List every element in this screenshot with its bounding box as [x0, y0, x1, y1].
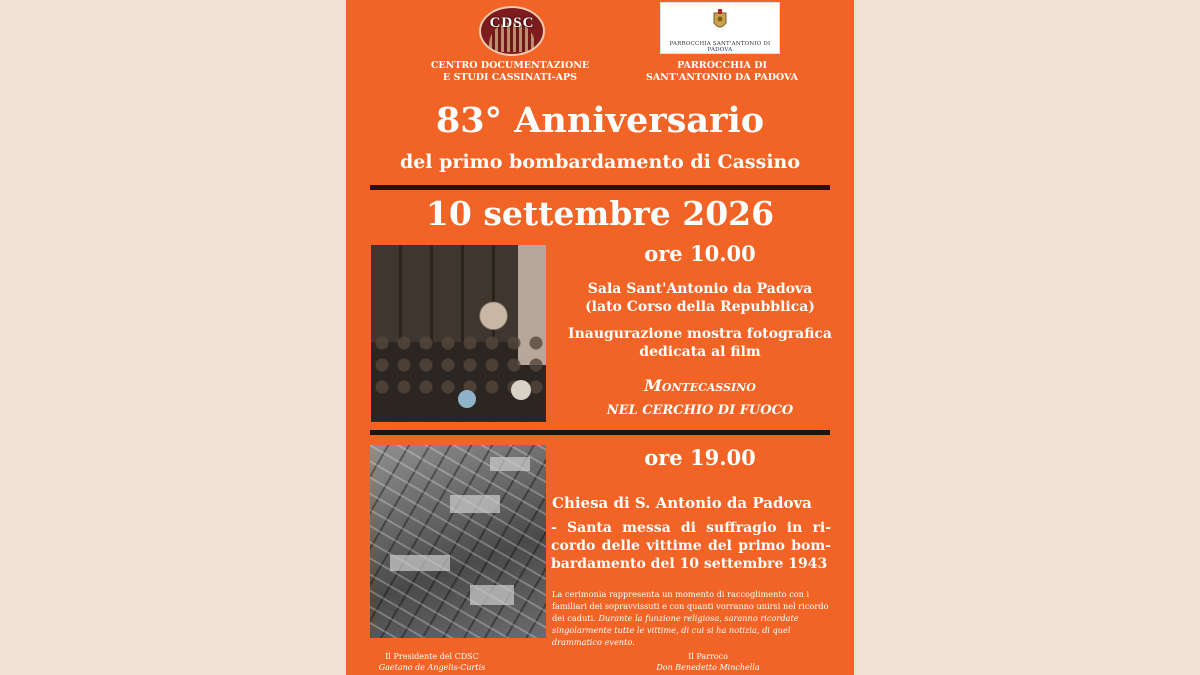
event2-venue: Chiesa di S. Antonio da Padova	[552, 494, 812, 512]
divider-top	[370, 185, 830, 190]
org-parish-line2: SANT'ANTONIO DA PADOVA	[645, 72, 799, 83]
president-name: Gaetano de Angelis-Curtis	[378, 663, 486, 672]
event2-mass-line1: - Santa messa di suffragio in ri-	[551, 520, 831, 536]
event-poster	[346, 0, 854, 675]
president-role: Il Presidente del CDSC	[385, 652, 479, 661]
org-parish-line1: PARROCCHIA DI	[677, 60, 767, 71]
cdsc-logo-text: CDSC	[489, 14, 535, 31]
priest-role: Il Parroco	[688, 652, 728, 661]
event2-time: ore 19.00	[644, 445, 756, 470]
parish-logo-caption: PARROCCHIA SANT'ANTONIO DI PADOVA	[669, 41, 771, 53]
priest-name: Don Benedetto Minchella	[656, 663, 760, 672]
event1-desc-line2: dedicata al film	[639, 344, 761, 360]
signature-president	[346, 651, 532, 673]
event2-description-text: La cerimonia rappresenta un momento di raccoglimento con i familiari dei sopravvissuti e con quanti vorranno unirsi nel ricordo dei caduti.	[552, 589, 829, 623]
org-cdsc	[410, 60, 610, 84]
signature-parish-priest	[608, 651, 808, 673]
event2-description	[552, 588, 834, 648]
cdsc-logo	[479, 6, 545, 56]
event2-mass-line3: bardamento del 10 settembre 1943	[551, 556, 828, 572]
event1-venue-note: (lato Corso della Repubblica)	[585, 299, 815, 315]
event1-desc-line1: Inaugurazione mostra fotografica	[568, 326, 832, 342]
poster-subtitle: del primo bombardamento di Cassino	[399, 151, 801, 173]
film-subtitle: NEL CERCHIO DI FUOCO	[606, 403, 794, 418]
org-parish	[622, 60, 822, 84]
bombing-aerial-photo	[370, 445, 546, 638]
parish-crest-icon	[711, 9, 729, 33]
film-title: Montecassino	[644, 376, 756, 395]
org-cdsc-line1: CENTRO DOCUMENTAZIONE	[430, 60, 590, 71]
event-date: 10 settembre 2026	[425, 194, 775, 233]
poster-title: 83° Anniversario	[435, 100, 765, 141]
event1-time: ore 10.00	[644, 241, 756, 266]
event2-description-italic: Durante la funzione religiosa, saranno ricordate singolarmente tutte le vittime, di cui si ha notizia, di quel drammatico evento.	[552, 613, 799, 647]
event1-venue: Sala Sant'Antonio da Padova	[587, 281, 813, 297]
divider-middle	[370, 430, 830, 435]
crowd-photo	[371, 245, 546, 422]
org-cdsc-line2: E STUDI CASSINATI-APS	[442, 72, 577, 83]
event2-mass-line2: cordo delle vittime del primo bom-	[551, 538, 831, 554]
event2-mass	[551, 519, 831, 573]
parish-logo	[660, 2, 780, 54]
